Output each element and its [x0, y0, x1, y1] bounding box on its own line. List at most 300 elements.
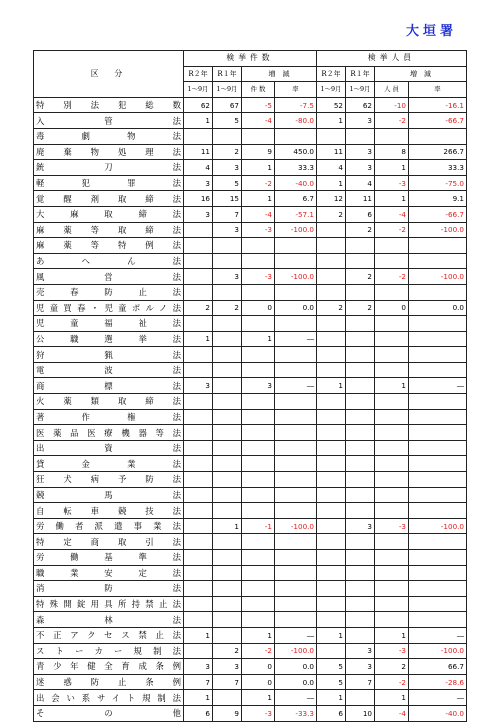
persons-r2-cell: 1: [317, 378, 346, 394]
cases-count-header: 件 数: [242, 82, 275, 98]
persons-r1-cell: 11: [346, 191, 375, 207]
persons-r2-cell: 6: [317, 705, 346, 721]
cases-change-count-cell: 1: [242, 191, 275, 207]
table-row: [34, 643, 467, 659]
cases-r1-cell: [213, 378, 242, 394]
cases-r2-cell: [184, 316, 213, 332]
cases-r1-cell: [213, 394, 242, 410]
persons-change-count-cell: 1: [375, 191, 409, 207]
persons-r1-cell: [346, 503, 375, 519]
table-row: [34, 113, 467, 129]
cases-r1-cell: [213, 596, 242, 612]
cases-r2-cell: 11: [184, 144, 213, 160]
persons-change-count-cell: 8: [375, 144, 409, 160]
law-name: 出資法: [34, 440, 184, 456]
cases-r2-cell: 62: [184, 97, 213, 113]
table-row: [34, 612, 467, 628]
persons-r2-cell: [317, 409, 346, 425]
cases-change-count-cell: 1: [242, 690, 275, 706]
law-name: 特別法犯総数: [34, 97, 184, 113]
law-name: 出会い系サイト規制法: [34, 690, 184, 706]
persons-r2-cell: [317, 394, 346, 410]
persons-r1-cell: [346, 128, 375, 144]
cases-change-rate-cell: -80.0: [275, 113, 317, 129]
cases-r2-cell: [184, 269, 213, 285]
persons-r2-cell: 11: [317, 144, 346, 160]
cases-change-rate-cell: [275, 238, 317, 254]
cases-change-rate-cell: 0.0: [275, 300, 317, 316]
cases-r2-cell: [184, 518, 213, 534]
persons-r1-cell: 62: [346, 97, 375, 113]
table-row: [34, 206, 467, 222]
cases-change-count-cell: [242, 409, 275, 425]
cases-change-rate-cell: -100.0: [275, 269, 317, 285]
law-name: ストーカー規制法: [34, 643, 184, 659]
cases-change-rate-cell: [275, 534, 317, 550]
persons-change-rate-cell: [409, 596, 467, 612]
table-row: [34, 222, 467, 238]
law-name: 森林法: [34, 612, 184, 628]
persons-r1-cell: [346, 596, 375, 612]
persons-r2-cell: [317, 238, 346, 254]
cases-change-count-cell: [242, 128, 275, 144]
cases-change-rate-cell: [275, 347, 317, 363]
cases-change-count-cell: -2: [242, 175, 275, 191]
persons-r2-cell: [317, 581, 346, 597]
persons-change-rate-cell: 9.1: [409, 191, 467, 207]
cases-change-count-cell: 9: [242, 144, 275, 160]
cases-r1-cell: [213, 612, 242, 628]
persons-change-rate-cell: [409, 347, 467, 363]
persons-r2-cell: [317, 472, 346, 488]
persons-r2-cell: [317, 456, 346, 472]
persons-change-rate-cell: [409, 362, 467, 378]
persons-r1-cell: [346, 534, 375, 550]
r1-persons-period: 1～9月: [346, 82, 375, 98]
r2-cases-period: 1～9月: [184, 82, 213, 98]
cases-change-count-cell: 1: [242, 627, 275, 643]
persons-r1-cell: 3: [346, 144, 375, 160]
cases-r2-cell: [184, 362, 213, 378]
law-name: その他: [34, 705, 184, 721]
cases-change-rate-cell: [275, 472, 317, 488]
law-name: 著作権法: [34, 409, 184, 425]
cases-r1-cell: 1: [213, 518, 242, 534]
persons-r1-cell: [346, 316, 375, 332]
persons-r2-cell: [317, 487, 346, 503]
persons-r1-cell: 4: [346, 175, 375, 191]
cases-r2-cell: 1: [184, 331, 213, 347]
persons-change-rate-cell: [409, 440, 467, 456]
r2-persons-header: R２年: [317, 66, 346, 82]
persons-r2-cell: [317, 550, 346, 566]
persons-r2-cell: [317, 425, 346, 441]
cases-r2-cell: 1: [184, 627, 213, 643]
persons-change-rate-cell: [409, 409, 467, 425]
cases-change-rate-cell: [275, 394, 317, 410]
persons-r2-cell: [317, 612, 346, 628]
cases-change-count-cell: -1: [242, 518, 275, 534]
cases-change-count-cell: [242, 472, 275, 488]
persons-r1-cell: [346, 425, 375, 441]
table-row: [34, 160, 467, 176]
cases-change-rate-cell: [275, 487, 317, 503]
persons-r1-cell: 3: [346, 643, 375, 659]
cases-change-rate-cell: [275, 362, 317, 378]
cases-change-count-cell: [242, 565, 275, 581]
law-name: 廃棄物処理法: [34, 144, 184, 160]
persons-change-rate-cell: -66.7: [409, 206, 467, 222]
persons-change-count-cell: [375, 331, 409, 347]
cases-r2-cell: 4: [184, 160, 213, 176]
persons-change-rate-cell: 0.0: [409, 300, 467, 316]
cases-change-count-cell: [242, 596, 275, 612]
r2-cases-header: R２年: [184, 66, 213, 82]
persons-r1-cell: [346, 440, 375, 456]
persons-change-count-cell: [375, 362, 409, 378]
cases-change-rate-cell: -100.0: [275, 222, 317, 238]
cases-change-count-cell: 0: [242, 659, 275, 675]
cases-r2-cell: [184, 253, 213, 269]
cases-change-count-cell: [242, 456, 275, 472]
cases-r2-cell: 16: [184, 191, 213, 207]
persons-r2-cell: [317, 316, 346, 332]
law-name: 職業安定法: [34, 565, 184, 581]
cases-r1-cell: 2: [213, 300, 242, 316]
cases-change-rate-cell: -100.0: [275, 518, 317, 534]
persons-r1-cell: 10: [346, 705, 375, 721]
persons-r2-cell: 12: [317, 191, 346, 207]
persons-change-count-cell: 0: [375, 300, 409, 316]
cases-change-rate-cell: [275, 128, 317, 144]
cases-group-header: 検挙件数: [184, 51, 317, 67]
table-row: [34, 534, 467, 550]
persons-change-rate-cell: [409, 612, 467, 628]
table-row: [34, 440, 467, 456]
law-name: 競馬法: [34, 487, 184, 503]
persons-r2-cell: 5: [317, 659, 346, 675]
cases-change-count-cell: 1: [242, 160, 275, 176]
cases-r1-cell: [213, 456, 242, 472]
persons-r2-cell: 1: [317, 690, 346, 706]
persons-change-count-cell: 1: [375, 690, 409, 706]
cases-r1-cell: [213, 503, 242, 519]
cases-change-count-cell: [242, 347, 275, 363]
persons-change-count-cell: 2: [375, 659, 409, 675]
table-row: [34, 378, 467, 394]
table-row: [34, 175, 467, 191]
persons-r1-cell: [346, 347, 375, 363]
cases-r2-cell: [184, 347, 213, 363]
cases-change-rate-cell: [275, 581, 317, 597]
persons-change-rate-cell: -100.0: [409, 643, 467, 659]
persons-r2-cell: 4: [317, 160, 346, 176]
cases-r1-cell: 3: [213, 269, 242, 285]
law-name: 入管法: [34, 113, 184, 129]
persons-r1-cell: [346, 456, 375, 472]
law-name: 青少年健全育成条例: [34, 659, 184, 675]
cases-r2-cell: [184, 643, 213, 659]
persons-change-rate-cell: [409, 128, 467, 144]
persons-change-rate-cell: [409, 316, 467, 332]
cases-r1-cell: 7: [213, 674, 242, 690]
cases-change-count-cell: [242, 253, 275, 269]
cases-change-rate-cell: [275, 316, 317, 332]
cases-change-rate-cell: ―: [275, 690, 317, 706]
law-name: 麻薬等取締法: [34, 222, 184, 238]
table-row: [34, 518, 467, 534]
persons-r1-cell: [346, 565, 375, 581]
persons-change-rate-cell: -66.7: [409, 113, 467, 129]
law-name: 火薬類取締法: [34, 394, 184, 410]
persons-change-count-cell: [375, 581, 409, 597]
table-row: [34, 425, 467, 441]
persons-change-rate-cell: -28.6: [409, 674, 467, 690]
persons-r1-cell: [346, 550, 375, 566]
r1-persons-header: R１年: [346, 66, 375, 82]
cases-r1-cell: 2: [213, 144, 242, 160]
cases-r1-cell: [213, 627, 242, 643]
table-row: [34, 253, 467, 269]
persons-r2-cell: 1: [317, 627, 346, 643]
persons-r2-cell: 1: [317, 113, 346, 129]
law-name: 貸金業法: [34, 456, 184, 472]
total-row: [34, 97, 467, 113]
law-name: 迷惑防止条例: [34, 674, 184, 690]
persons-change-count-cell: [375, 347, 409, 363]
persons-r1-cell: [346, 362, 375, 378]
cases-change-header: 増 減: [242, 66, 317, 82]
cases-change-count-cell: 0: [242, 300, 275, 316]
table-row: [34, 690, 467, 706]
cases-r1-cell: 3: [213, 222, 242, 238]
table-row: [34, 487, 467, 503]
law-name: あへん法: [34, 253, 184, 269]
persons-group-header: 検挙人員: [317, 51, 467, 67]
cases-change-rate-cell: [275, 440, 317, 456]
persons-change-rate-cell: 66.7: [409, 659, 467, 675]
persons-change-rate-cell: -100.0: [409, 269, 467, 285]
cases-r1-cell: [213, 253, 242, 269]
persons-change-count-cell: [375, 316, 409, 332]
cases-r2-cell: [184, 596, 213, 612]
persons-change-count-cell: [375, 284, 409, 300]
cases-change-count-cell: [242, 362, 275, 378]
persons-change-rate-cell: [409, 253, 467, 269]
table-row: [34, 409, 467, 425]
law-name: 労働者派遣事業法: [34, 518, 184, 534]
cases-r1-cell: [213, 284, 242, 300]
law-name: 公職選挙法: [34, 331, 184, 347]
table-row: [34, 659, 467, 675]
table-row: [34, 627, 467, 643]
law-name: 自転車競技法: [34, 503, 184, 519]
cases-change-count-cell: [242, 316, 275, 332]
persons-change-count-cell: [375, 596, 409, 612]
cases-change-count-cell: [242, 487, 275, 503]
persons-change-count-cell: -3: [375, 175, 409, 191]
cases-r2-cell: 6: [184, 705, 213, 721]
cases-change-rate-cell: -33.3: [275, 705, 317, 721]
cases-change-count-cell: [242, 425, 275, 441]
cases-r1-cell: 5: [213, 113, 242, 129]
table-row: [34, 550, 467, 566]
law-name: 特定商取引法: [34, 534, 184, 550]
table-row: [34, 456, 467, 472]
law-name: 風営法: [34, 269, 184, 285]
persons-change-count-cell: [375, 503, 409, 519]
persons-change-count-cell: [375, 425, 409, 441]
persons-change-rate-cell: -100.0: [409, 222, 467, 238]
persons-r2-cell: 2: [317, 300, 346, 316]
cases-change-count-cell: 1: [242, 331, 275, 347]
persons-change-count-cell: -2: [375, 674, 409, 690]
persons-change-count-cell: [375, 128, 409, 144]
persons-r2-cell: 5: [317, 674, 346, 690]
persons-r1-cell: [346, 394, 375, 410]
table-row: [34, 316, 467, 332]
cases-change-count-cell: [242, 534, 275, 550]
persons-r1-cell: [346, 378, 375, 394]
cases-r2-cell: 3: [184, 206, 213, 222]
cases-change-rate-cell: -57.1: [275, 206, 317, 222]
persons-change-count-cell: -4: [375, 206, 409, 222]
persons-r1-cell: [346, 331, 375, 347]
persons-change-rate-cell: [409, 394, 467, 410]
persons-r1-cell: [346, 690, 375, 706]
persons-change-count-cell: [375, 409, 409, 425]
law-name: 不正アクセス禁止法: [34, 627, 184, 643]
cases-change-rate-cell: [275, 612, 317, 628]
persons-r2-cell: [317, 269, 346, 285]
cases-r1-cell: [213, 690, 242, 706]
cases-r2-cell: 3: [184, 659, 213, 675]
persons-change-count-cell: [375, 472, 409, 488]
persons-change-count-cell: -2: [375, 269, 409, 285]
persons-r1-cell: [346, 253, 375, 269]
table-row: [34, 503, 467, 519]
cases-change-rate-cell: [275, 596, 317, 612]
persons-change-count-cell: [375, 253, 409, 269]
persons-change-rate-cell: [409, 581, 467, 597]
table-row: [34, 596, 467, 612]
table-row: [34, 128, 467, 144]
law-name: 覚醒剤取締法: [34, 191, 184, 207]
persons-change-rate-cell: ―: [409, 690, 467, 706]
persons-r1-cell: 2: [346, 222, 375, 238]
persons-r1-cell: 2: [346, 300, 375, 316]
cases-change-rate-cell: 33.3: [275, 160, 317, 176]
cases-change-count-cell: [242, 238, 275, 254]
persons-change-count-cell: [375, 440, 409, 456]
cases-r2-cell: 3: [184, 378, 213, 394]
cases-change-count-cell: [242, 581, 275, 597]
persons-change-rate-cell: [409, 565, 467, 581]
persons-change-count-cell: [375, 487, 409, 503]
law-name: 商標法: [34, 378, 184, 394]
cases-r2-cell: [184, 128, 213, 144]
persons-r2-cell: [317, 222, 346, 238]
cases-change-rate-cell: [275, 550, 317, 566]
table-row: [34, 269, 467, 285]
law-name: 軽犯罪法: [34, 175, 184, 191]
table-row: [34, 705, 467, 721]
table-row: [34, 362, 467, 378]
persons-change-count-cell: [375, 238, 409, 254]
table-row: [34, 565, 467, 581]
cases-r2-cell: 1: [184, 113, 213, 129]
table-row: [34, 191, 467, 207]
cases-change-rate-cell: -100.0: [275, 643, 317, 659]
cases-r1-cell: [213, 565, 242, 581]
cases-change-rate-cell: [275, 456, 317, 472]
persons-change-count-cell: 1: [375, 378, 409, 394]
persons-change-count-cell: [375, 394, 409, 410]
table-row: [34, 284, 467, 300]
cases-change-rate-cell: [275, 565, 317, 581]
persons-change-rate-cell: [409, 487, 467, 503]
cases-r1-cell: [213, 487, 242, 503]
persons-change-rate-cell: ―: [409, 378, 467, 394]
persons-change-rate-cell: -75.0: [409, 175, 467, 191]
table-row: [34, 581, 467, 597]
cases-r2-cell: 7: [184, 674, 213, 690]
persons-r1-cell: [346, 581, 375, 597]
cases-change-rate-cell: [275, 425, 317, 441]
law-name: 狩猟法: [34, 347, 184, 363]
persons-rate-header: 率: [409, 82, 467, 98]
cases-r2-cell: [184, 503, 213, 519]
table-row: [34, 347, 467, 363]
cases-change-rate-cell: [275, 409, 317, 425]
law-name: 麻薬等特例法: [34, 238, 184, 254]
persons-r1-cell: [346, 409, 375, 425]
persons-change-header: 増 減: [375, 66, 467, 82]
cases-change-rate-cell: [275, 503, 317, 519]
persons-change-rate-cell: -40.0: [409, 705, 467, 721]
cases-r2-cell: [184, 284, 213, 300]
persons-r1-cell: 3: [346, 518, 375, 534]
cases-change-rate-cell: ―: [275, 331, 317, 347]
persons-change-count-cell: -3: [375, 643, 409, 659]
cases-r1-cell: [213, 472, 242, 488]
persons-r1-cell: 3: [346, 160, 375, 176]
cases-r1-cell: [213, 362, 242, 378]
cases-change-count-cell: -4: [242, 113, 275, 129]
cases-change-count-cell: 3: [242, 378, 275, 394]
cases-rate-header: 率: [275, 82, 317, 98]
persons-r2-cell: [317, 565, 346, 581]
persons-r1-cell: [346, 238, 375, 254]
category-header: 区 分: [34, 51, 184, 98]
cases-change-count-cell: -4: [242, 206, 275, 222]
persons-r1-cell: [346, 487, 375, 503]
persons-change-rate-cell: [409, 331, 467, 347]
cases-change-rate-cell: ―: [275, 378, 317, 394]
persons-change-count-cell: [375, 550, 409, 566]
cases-r2-cell: [184, 222, 213, 238]
cases-r2-cell: [184, 487, 213, 503]
cases-change-rate-cell: -40.0: [275, 175, 317, 191]
cases-r2-cell: 3: [184, 175, 213, 191]
cases-r1-cell: [213, 425, 242, 441]
law-name: 売春防止法: [34, 284, 184, 300]
cases-r1-cell: 67: [213, 97, 242, 113]
cases-r2-cell: [184, 456, 213, 472]
cases-change-rate-cell: 450.0: [275, 144, 317, 160]
persons-r1-cell: [346, 284, 375, 300]
cases-r2-cell: [184, 440, 213, 456]
